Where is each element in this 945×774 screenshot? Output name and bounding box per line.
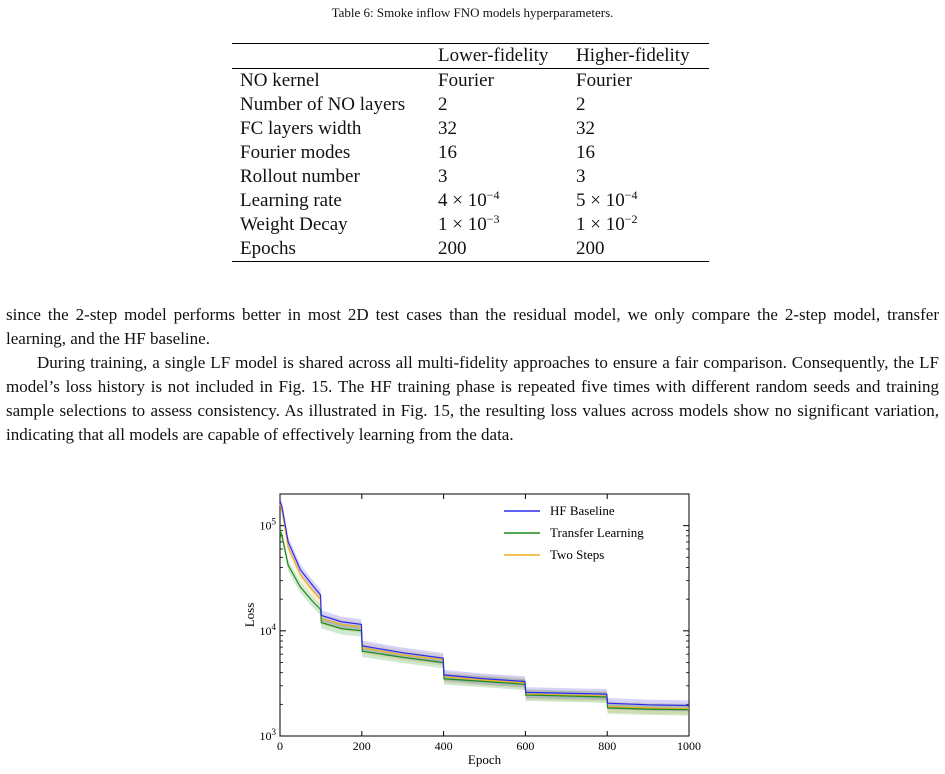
lf-exponent: −3 (486, 212, 500, 226)
lf-mantissa: 4 × 10 (438, 190, 487, 211)
hf-value: 2 (576, 94, 586, 115)
table-header-empty (232, 44, 430, 69)
table-row (232, 117, 709, 141)
hf-exponent: −2 (624, 212, 638, 226)
lf-value: 32 (438, 118, 457, 139)
table-header-lower-fidelity: Lower-fidelity (430, 44, 568, 69)
lf-value (430, 213, 568, 237)
table-caption: Table 6: Smoke inflow FNO models hyperparameters. (331, 5, 614, 20)
table-header-higher-fidelity: Higher-fidelity (568, 44, 709, 69)
row-label: Number of NO layers (240, 94, 406, 115)
row-label: NO kernel (240, 70, 320, 91)
lf-exponent: −4 (486, 188, 500, 202)
legend-label: Two Steps (550, 547, 605, 562)
lf-value: 200 (430, 237, 568, 262)
table-row (232, 213, 709, 237)
y-axis-label: Loss (242, 602, 257, 628)
hf-value: 200 (568, 237, 709, 262)
lf-value: 16 (438, 142, 457, 163)
table-row (232, 141, 709, 165)
y-tick-label: $10^3$ (259, 727, 276, 743)
row-label: Rollout number (240, 166, 360, 187)
x-tick-label: 0 (277, 739, 283, 753)
x-tick-label: 200 (352, 739, 371, 753)
x-tick-label: 800 (598, 739, 617, 753)
hf-mantissa: 5 × 10 (576, 190, 625, 211)
hyperparameter-table (232, 43, 709, 262)
hf-mantissa: 1 × 10 (576, 214, 625, 235)
paragraph-training: During training, a single LF model is shared across all multi-fidelity approaches to ensure a fair comparison. Consequently, the LF model’s loss history is not included in Fig. 15. The HF training phase is repeated five times with different random seeds and training sample selections to assess consistency. As illustrated in Fig. 15, the resulting loss values across models show no significant variation, indicating that all models are capable of effectively learning from the data. (6, 353, 939, 444)
hf-value: 16 (576, 142, 595, 163)
hf-value (568, 189, 709, 213)
table-row (232, 93, 709, 117)
legend-label: Transfer Learning (550, 525, 644, 540)
lf-value: 3 (438, 166, 448, 187)
y-tick-label: $10^5$ (259, 516, 276, 533)
row-label: FC layers width (240, 118, 362, 139)
x-tick-label: 600 (516, 739, 535, 753)
x-axis-label: Epoch (467, 752, 502, 767)
lf-mantissa: 1 × 10 (438, 214, 487, 235)
row-label: Weight Decay (240, 214, 348, 235)
hf-value (568, 213, 709, 237)
paragraph-continuation: since the 2-step model performs better in most 2D test cases than the residual model, we only compare the 2-step model, transfer learning, and the HF baseline. (6, 305, 939, 348)
x-tick-label: 400 (434, 739, 453, 753)
table-row (232, 237, 709, 262)
row-label: Fourier modes (240, 142, 351, 163)
lf-value: Fourier (438, 70, 494, 91)
hf-value: Fourier (576, 70, 632, 91)
table-row (232, 165, 709, 189)
hf-value: 32 (576, 118, 595, 139)
table-row (232, 69, 709, 94)
row-label: Epochs (232, 237, 430, 262)
y-tick-label: $10^4$ (259, 621, 276, 638)
lf-value (430, 189, 568, 213)
row-label: Learning rate (240, 190, 342, 211)
hf-exponent: −4 (624, 188, 638, 202)
x-tick-label: 1000 (677, 739, 701, 753)
loss-history-chart (230, 486, 710, 771)
table-row (232, 189, 709, 213)
legend-label: HF Baseline (550, 503, 615, 518)
lf-value: 2 (438, 94, 448, 115)
table-header-row (232, 44, 709, 69)
hf-value: 3 (576, 166, 586, 187)
